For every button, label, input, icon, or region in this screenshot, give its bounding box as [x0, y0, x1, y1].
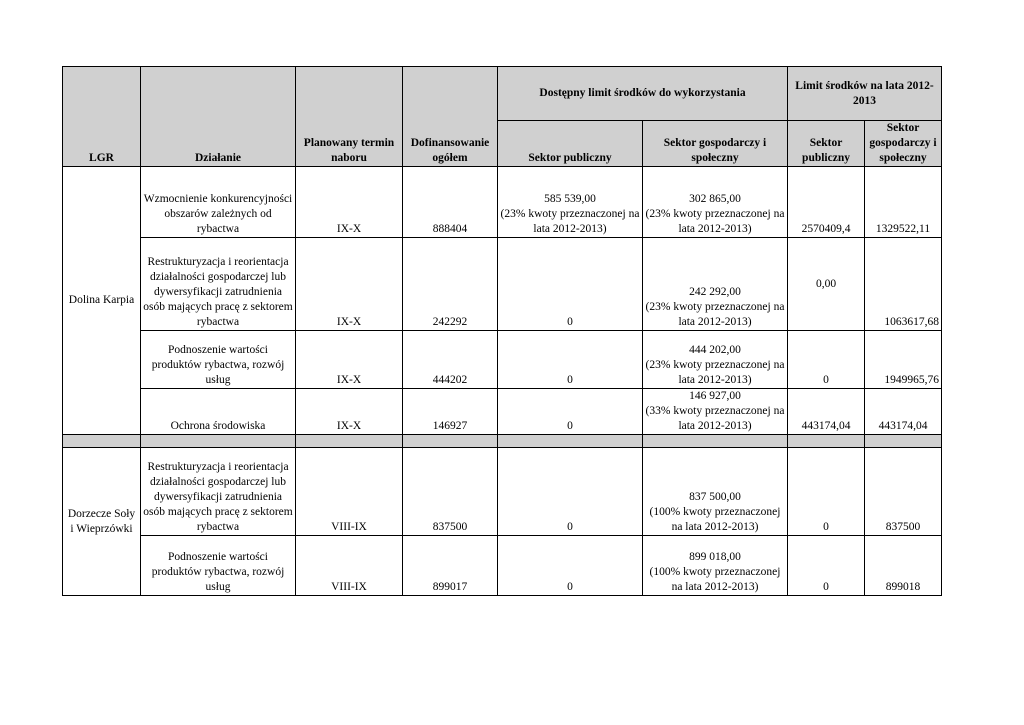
- table-row: [63, 238, 942, 331]
- sektor-gospodarczy-cell: 146 927,00 (33% kwoty przeznaczonej na lata 2012-2013): [643, 389, 788, 435]
- sektor-gospodarczy-cell: 444 202,00 (23% kwoty przeznaczonej na lata 2012-2013): [643, 331, 788, 389]
- termin-cell: IX-X: [296, 238, 403, 331]
- sektor-publiczny-cell: 0: [498, 536, 643, 596]
- dofinansowanie-cell: 146927: [403, 389, 498, 435]
- sektor-publiczny-cell: 0: [498, 331, 643, 389]
- dofinansowanie-cell: 242292: [403, 238, 498, 331]
- sektor-gospodarczy-cell: 899 018,00 (100% kwoty przeznaczonej na lata 2012-2013): [643, 536, 788, 596]
- dofinansowanie-cell: 837500: [403, 448, 498, 536]
- table-row: [63, 448, 942, 536]
- table-row: [63, 167, 942, 238]
- header-limit-gospodarczy: Sektor gospodarczy i społeczny: [865, 121, 942, 167]
- limit-gospodarczy-cell: 899018: [865, 536, 942, 596]
- header-limit-publiczny: Sektor publiczny: [788, 121, 865, 167]
- termin-cell: IX-X: [296, 331, 403, 389]
- lgr-dolina-karpia: Dolina Karpia: [63, 167, 141, 435]
- limit-publiczny-cell: 0,00: [788, 238, 865, 331]
- table-row: [63, 536, 942, 596]
- header-dostepny-publiczny: Sektor publiczny: [498, 121, 643, 167]
- dzialanie-cell: Ochrona środowiska: [141, 389, 296, 435]
- header-dostepny-limit: Dostępny limit środków do wykorzystania: [498, 67, 788, 121]
- dzialanie-cell: Podnoszenie wartości produktów rybactwa, rozwój usług: [141, 331, 296, 389]
- header-limit-lata: Limit środków na lata 2012-2013: [788, 67, 942, 121]
- sektor-publiczny-cell: 585 539,00 (23% kwoty przeznaczonej na lata 2012-2013): [498, 167, 643, 238]
- sektor-gospodarczy-cell: 837 500,00 (100% kwoty przeznaczonej na lata 2012-2013): [643, 448, 788, 536]
- dzialanie-cell: Podnoszenie wartości produktów rybactwa, rozwój usług: [141, 536, 296, 596]
- sektor-publiczny-cell: 0: [498, 389, 643, 435]
- dofinansowanie-cell: 888404: [403, 167, 498, 238]
- dzialanie-cell: Restrukturyzacja i reorientacja działalności gospodarczej lub dywersyfikacji zatrudnienia osób mających pracę z sektorem rybactwa: [141, 448, 296, 536]
- table-row: [63, 389, 942, 435]
- lgr-dorzecze-soly: Dorzecze Soły i Wieprzówki: [63, 448, 141, 596]
- sektor-publiczny-cell: 0: [498, 448, 643, 536]
- limit-publiczny-cell: 0: [788, 331, 865, 389]
- limit-publiczny-cell: 0: [788, 448, 865, 536]
- limit-gospodarczy-cell: 837500: [865, 448, 942, 536]
- allocation-table: [62, 66, 942, 596]
- limit-publiczny-cell: 443174,04: [788, 389, 865, 435]
- header-row-1: [63, 67, 942, 121]
- limit-publiczny-cell: 2570409,4: [788, 167, 865, 238]
- sektor-gospodarczy-cell: 302 865,00 (23% kwoty przeznaczonej na lata 2012-2013): [643, 167, 788, 238]
- header-lgr: LGR: [63, 67, 141, 167]
- header-dzialanie: Działanie: [141, 67, 296, 167]
- group-separator: [63, 435, 942, 448]
- dofinansowanie-cell: 444202: [403, 331, 498, 389]
- dzialanie-cell: Wzmocnienie konkurencyjności obszarów zależnych od rybactwa: [141, 167, 296, 238]
- termin-cell: VIII-IX: [296, 448, 403, 536]
- dzialanie-cell: Restrukturyzacja i reorientacja działalności gospodarczej lub dywersyfikacji zatrudnienia osób mających pracę z sektorem rybactwa: [141, 238, 296, 331]
- header-termin: Planowany termin naboru: [296, 67, 403, 167]
- limit-gospodarczy-cell: 1949965,76: [865, 331, 942, 389]
- termin-cell: IX-X: [296, 389, 403, 435]
- sektor-publiczny-cell: 0: [498, 238, 643, 331]
- termin-cell: IX-X: [296, 167, 403, 238]
- limit-gospodarczy-cell: 443174,04: [865, 389, 942, 435]
- limit-publiczny-cell: 0: [788, 536, 865, 596]
- sektor-gospodarczy-cell: 242 292,00 (23% kwoty przeznaczonej na lata 2012-2013): [643, 238, 788, 331]
- header-dofinansowanie: Dofinansowanie ogółem: [403, 67, 498, 167]
- header-dostepny-gospodarczy: Sektor gospodarczy i społeczny: [643, 121, 788, 167]
- limit-gospodarczy-cell: 1329522,11: [865, 167, 942, 238]
- table-row: [63, 331, 942, 389]
- termin-cell: VIII-IX: [296, 536, 403, 596]
- limit-gospodarczy-cell: 1063617,68: [865, 238, 942, 331]
- dofinansowanie-cell: 899017: [403, 536, 498, 596]
